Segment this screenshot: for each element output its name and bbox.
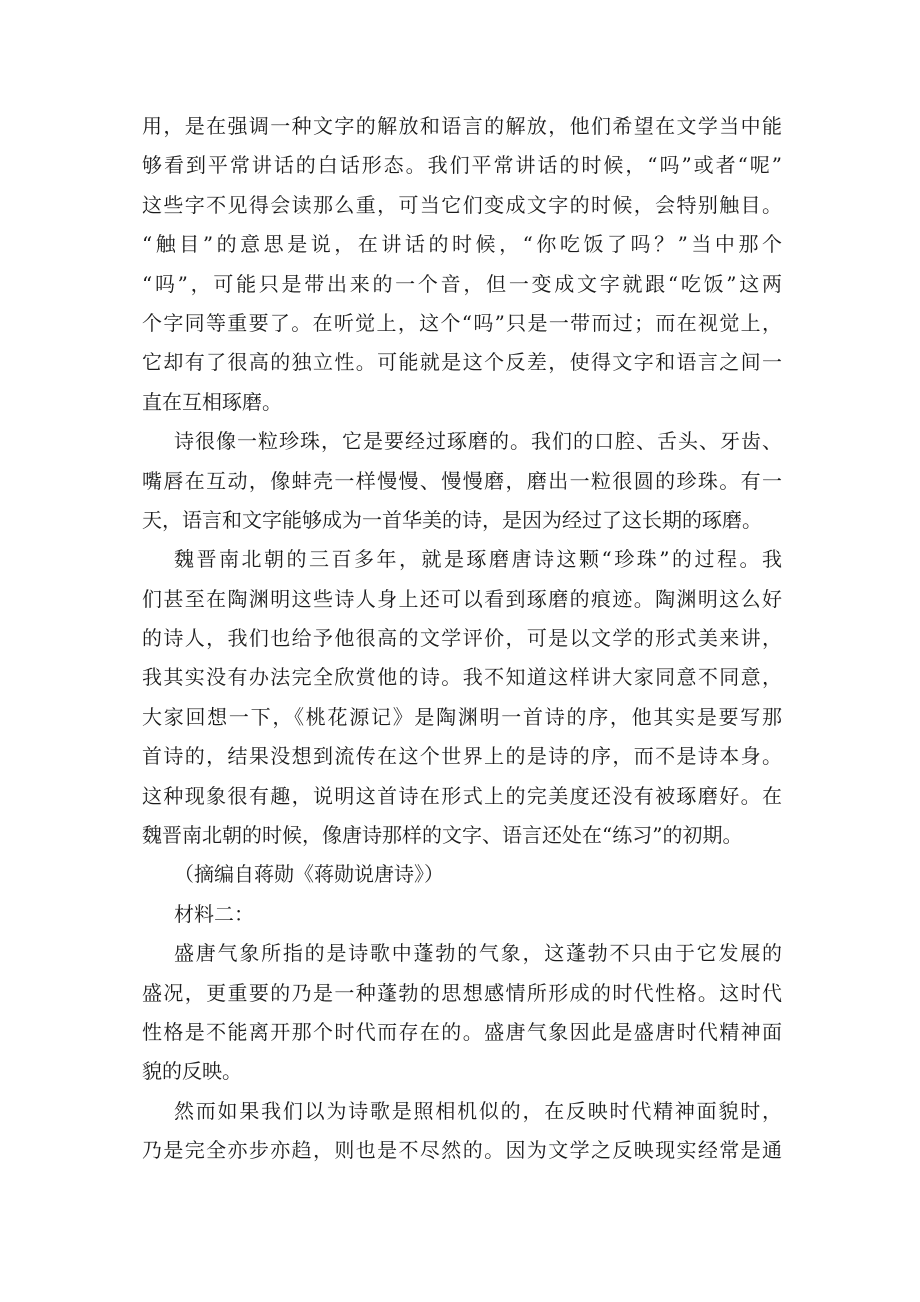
text-line: 性格是不能离开那个时代而存在的。盛唐气象因此是盛唐时代精神面 — [142, 1019, 782, 1044]
text-line: 盛唐气象所指的是诗歌中蓬勃的气象，这蓬勃不只由于它发展的 — [174, 941, 782, 966]
text-line: 们甚至在陶渊明这些诗人身上还可以看到琢磨的痕迹。陶渊明这么好 — [142, 586, 782, 611]
text-line: 它却有了很高的独立性。可能就是这个反差，使得文字和语言之间一 — [142, 350, 782, 375]
text-line: 首诗的，结果没想到流传在这个世界上的是诗的序，而不是诗本身。 — [142, 744, 782, 769]
text-line: 这种现象很有趣，说明这首诗在形式上的完美度还没有被琢磨好。在 — [142, 783, 782, 808]
text-line: 天，语言和文字能够成为一首华美的诗，是因为经过了这长期的琢磨。 — [142, 507, 762, 532]
text-line: 魏晋南北朝的三百多年，就是琢磨唐诗这颗“珍珠”的过程。我 — [174, 547, 782, 572]
text-line: 魏晋南北朝的时候，像唐诗那样的文字、语言还处在“练习”的初期。 — [142, 823, 743, 848]
text-line: 直在互相琢磨。 — [142, 389, 282, 414]
text-line: 然而如果我们以为诗歌是照相机似的，在反映时代精神面貌时， — [174, 1098, 782, 1123]
text-line: 用，是在强调一种文字的解放和语言的解放，他们希望在文学当中能 — [142, 114, 782, 138]
text-line: 这些字不见得会读那么重，可当它们变成文字的时候，会特别触目。 — [142, 192, 782, 217]
text-line: “触目”的意思是说，在讲话的时候，“你吃饭了吗？”当中那个 — [142, 232, 782, 257]
text-line: “吗”，可能只是带出来的一个音，但一变成文字就跟“吃饭”这两 — [142, 271, 782, 296]
text-line: 材料二： — [174, 901, 254, 926]
text-line: 我其实没有办法完全欣赏他的诗。我不知道这样讲大家同意不同意， — [142, 665, 782, 690]
text-line: 大家回想一下，《桃花源记》是陶渊明一首诗的序，他其实是要写那 — [142, 704, 782, 729]
text-line: 诗很像一粒珍珠，它是要经过琢磨的。我们的口腔、舌头、牙齿、 — [174, 429, 782, 454]
text-line: 嘴唇在互动，像蚌壳一样慢慢、慢慢磨，磨出一粒很圆的珍珠。有一 — [142, 468, 782, 493]
text-line: 够看到平常讲话的白话形态。我们平常讲话的时候，“吗”或者“呢” — [142, 153, 782, 178]
text-line: 个字同等重要了。在听觉上，这个“吗”只是一带而过；而在视觉上， — [142, 310, 782, 335]
text-line: 的诗人，我们也给予他很高的文学评价，可是以文学的形式美来讲， — [142, 626, 782, 651]
text-line: 盛况，更重要的乃是一种蓬勃的思想感情所形成的时代性格。这时代 — [142, 980, 782, 1005]
body-text — [142, 107, 782, 1171]
text-line: 貌的反映。 — [142, 1059, 242, 1084]
text-line: （摘编自蒋勋《蒋勋说唐诗》） — [174, 862, 444, 887]
text-line: 乃是完全亦步亦趋，则也是不尽然的。因为文学之反映现实经常是通 — [142, 1138, 782, 1163]
